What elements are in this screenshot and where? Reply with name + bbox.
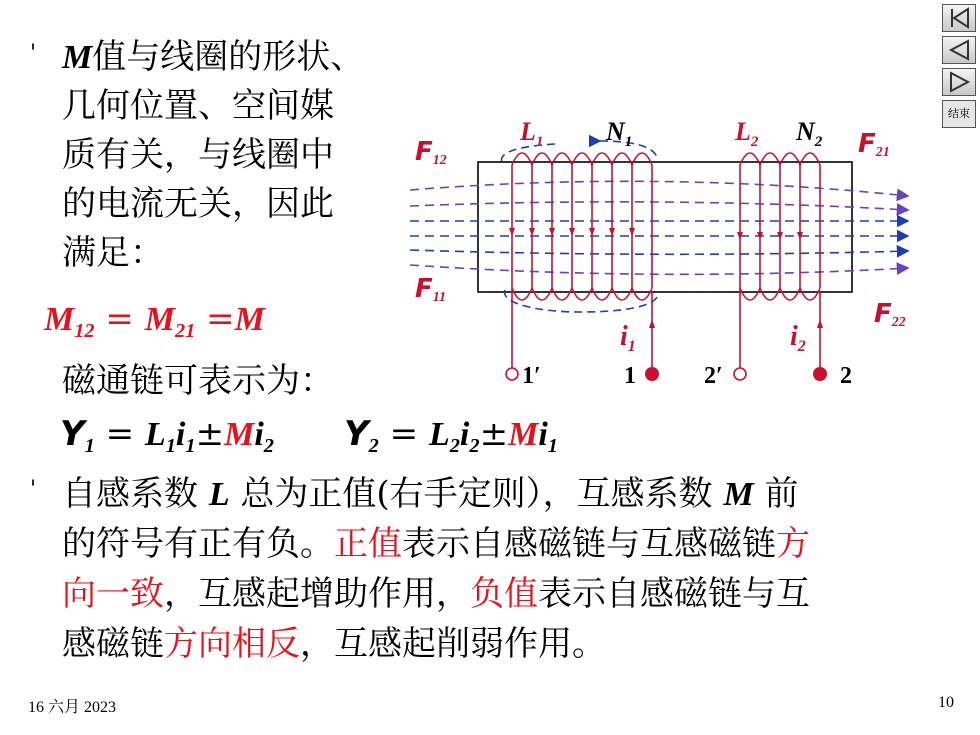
psi1-l-subscript: 1 <box>165 435 176 458</box>
bullet-mark-2: ' <box>30 477 37 502</box>
m12-subscript: 12 <box>74 320 95 343</box>
first-page-button[interactable] <box>942 4 976 32</box>
text-line-2: 几何位置、空间媒 <box>62 86 334 126</box>
label-l1: $L_1$ <box>520 117 544 150</box>
p3-b: 表示自感磁链与互 <box>538 574 810 614</box>
psi2-i-subscript: 2 <box>469 435 480 458</box>
label-i1: $i_1$ <box>620 321 636 355</box>
label-n2: $N_2$ <box>796 117 823 150</box>
text-line-4: 的电流无关，因此 <box>62 184 334 224</box>
label-terminal-1: 1 <box>624 363 636 389</box>
p1-a: 自感系数 <box>62 474 209 514</box>
m21-subscript: 21 <box>174 320 196 343</box>
psi2-equals: = <box>378 414 429 454</box>
next-page-icon <box>943 69 975 95</box>
m12-symbol: M <box>44 301 75 338</box>
p3-red2: 负值 <box>470 574 538 614</box>
equals-sign: = <box>94 299 145 339</box>
psi2-l-subscript: 2 <box>449 435 460 458</box>
footer-date: 16 六月 2023 <box>28 699 117 716</box>
psi1-i2: i <box>254 416 264 453</box>
psi1-plusminus: ± <box>195 414 225 454</box>
first-page-icon <box>943 5 975 31</box>
psi1-symbol: Y <box>60 414 85 454</box>
footer-page-number: 10 <box>938 694 954 711</box>
p4-b: ，互感起削弱作用。 <box>300 624 606 664</box>
label-terminal-2: 2 <box>840 363 852 389</box>
paragraph-line-4 <box>62 623 606 666</box>
label-f21: F21 <box>858 129 890 160</box>
psi1-equation <box>60 413 274 468</box>
end-show-button[interactable]: 结束 <box>942 100 976 128</box>
next-page-button[interactable] <box>942 68 976 96</box>
psi2-i: i <box>459 416 470 453</box>
label-f11: F11 <box>415 274 446 305</box>
flux-linkage-label: 磁通链可表示为： <box>62 361 334 401</box>
p2-red2: 方 <box>776 524 810 564</box>
p3-red: 向一致 <box>62 574 164 614</box>
coupled-coils-diagram <box>400 105 930 395</box>
psi1-i: i <box>175 416 186 453</box>
p1-c: 前 <box>753 474 799 514</box>
text-line-5: 满足： <box>62 233 164 273</box>
psi1-i2-subscript: 2 <box>263 435 274 458</box>
label-n1: $N_1$ <box>606 117 633 150</box>
m21-symbol: M <box>144 301 175 338</box>
prev-page-button[interactable] <box>942 36 976 64</box>
coil-l2 <box>740 153 820 368</box>
psi2-m: M <box>508 416 539 453</box>
label-f22: F22 <box>874 299 906 330</box>
psi2-equation <box>344 413 558 468</box>
psi1-equals: = <box>94 414 145 454</box>
terminal-1-prime <box>506 368 518 380</box>
p1-m: M <box>723 476 754 513</box>
label-i2: $i_2$ <box>790 321 806 355</box>
p3-a: ，互感起增助作用， <box>164 574 470 614</box>
psi1-m: M <box>224 416 255 453</box>
psi1-subscript: 1 <box>84 435 95 458</box>
m-symbol: M <box>62 39 93 76</box>
coil-l1 <box>512 153 652 368</box>
self-flux-loop-coil1 <box>502 141 659 312</box>
psi1-i-subscript: 1 <box>185 435 196 458</box>
bullet-mark: ' <box>30 41 37 66</box>
mutual-equality-equation <box>44 298 265 353</box>
psi2-i1-subscript: 1 <box>547 435 558 458</box>
psi2-i1: i <box>538 416 548 453</box>
psi2-subscript: 2 <box>368 435 379 458</box>
coil1-current-arrows <box>509 228 655 328</box>
psi1-l: L <box>144 416 166 453</box>
text-line-3: 质有关，与线圈中 <box>62 135 334 175</box>
paragraph-line-3 <box>62 573 810 616</box>
mutual-flux-lines <box>410 181 908 274</box>
p4-a: 感磁链 <box>62 624 164 664</box>
p2-a: 的符号有正有负。 <box>62 524 334 564</box>
p1-l: L <box>208 476 230 513</box>
p1-b: 总为正值(右手定则），互感系数 <box>229 474 724 514</box>
text-line-1 <box>62 36 364 79</box>
terminal-2-prime <box>734 368 746 380</box>
paragraph-line-1 <box>62 473 799 516</box>
psi2-plusminus: ± <box>479 414 509 454</box>
label-terminal-1-prime: 1′ <box>522 363 541 389</box>
terminal-2 <box>813 367 827 381</box>
equals-sign-2: = <box>195 299 235 339</box>
text-line-1-rest: 值与线圈的形状、 <box>92 37 365 77</box>
p2-red: 正值 <box>334 524 402 564</box>
paragraph-line-2 <box>62 523 810 566</box>
prev-page-icon <box>943 37 975 63</box>
p2-b: 表示自感磁链与互感磁链 <box>402 524 776 564</box>
label-terminal-2-prime: 2′ <box>704 363 723 389</box>
psi2-symbol: Y <box>344 414 369 454</box>
p4-red: 方向相反 <box>164 624 300 664</box>
label-l2: $L_2$ <box>735 117 759 150</box>
terminal-1 <box>645 367 659 381</box>
psi2-l: L <box>428 416 450 453</box>
m-symbol-final: M <box>234 301 265 338</box>
label-f12: F12 <box>415 137 447 168</box>
